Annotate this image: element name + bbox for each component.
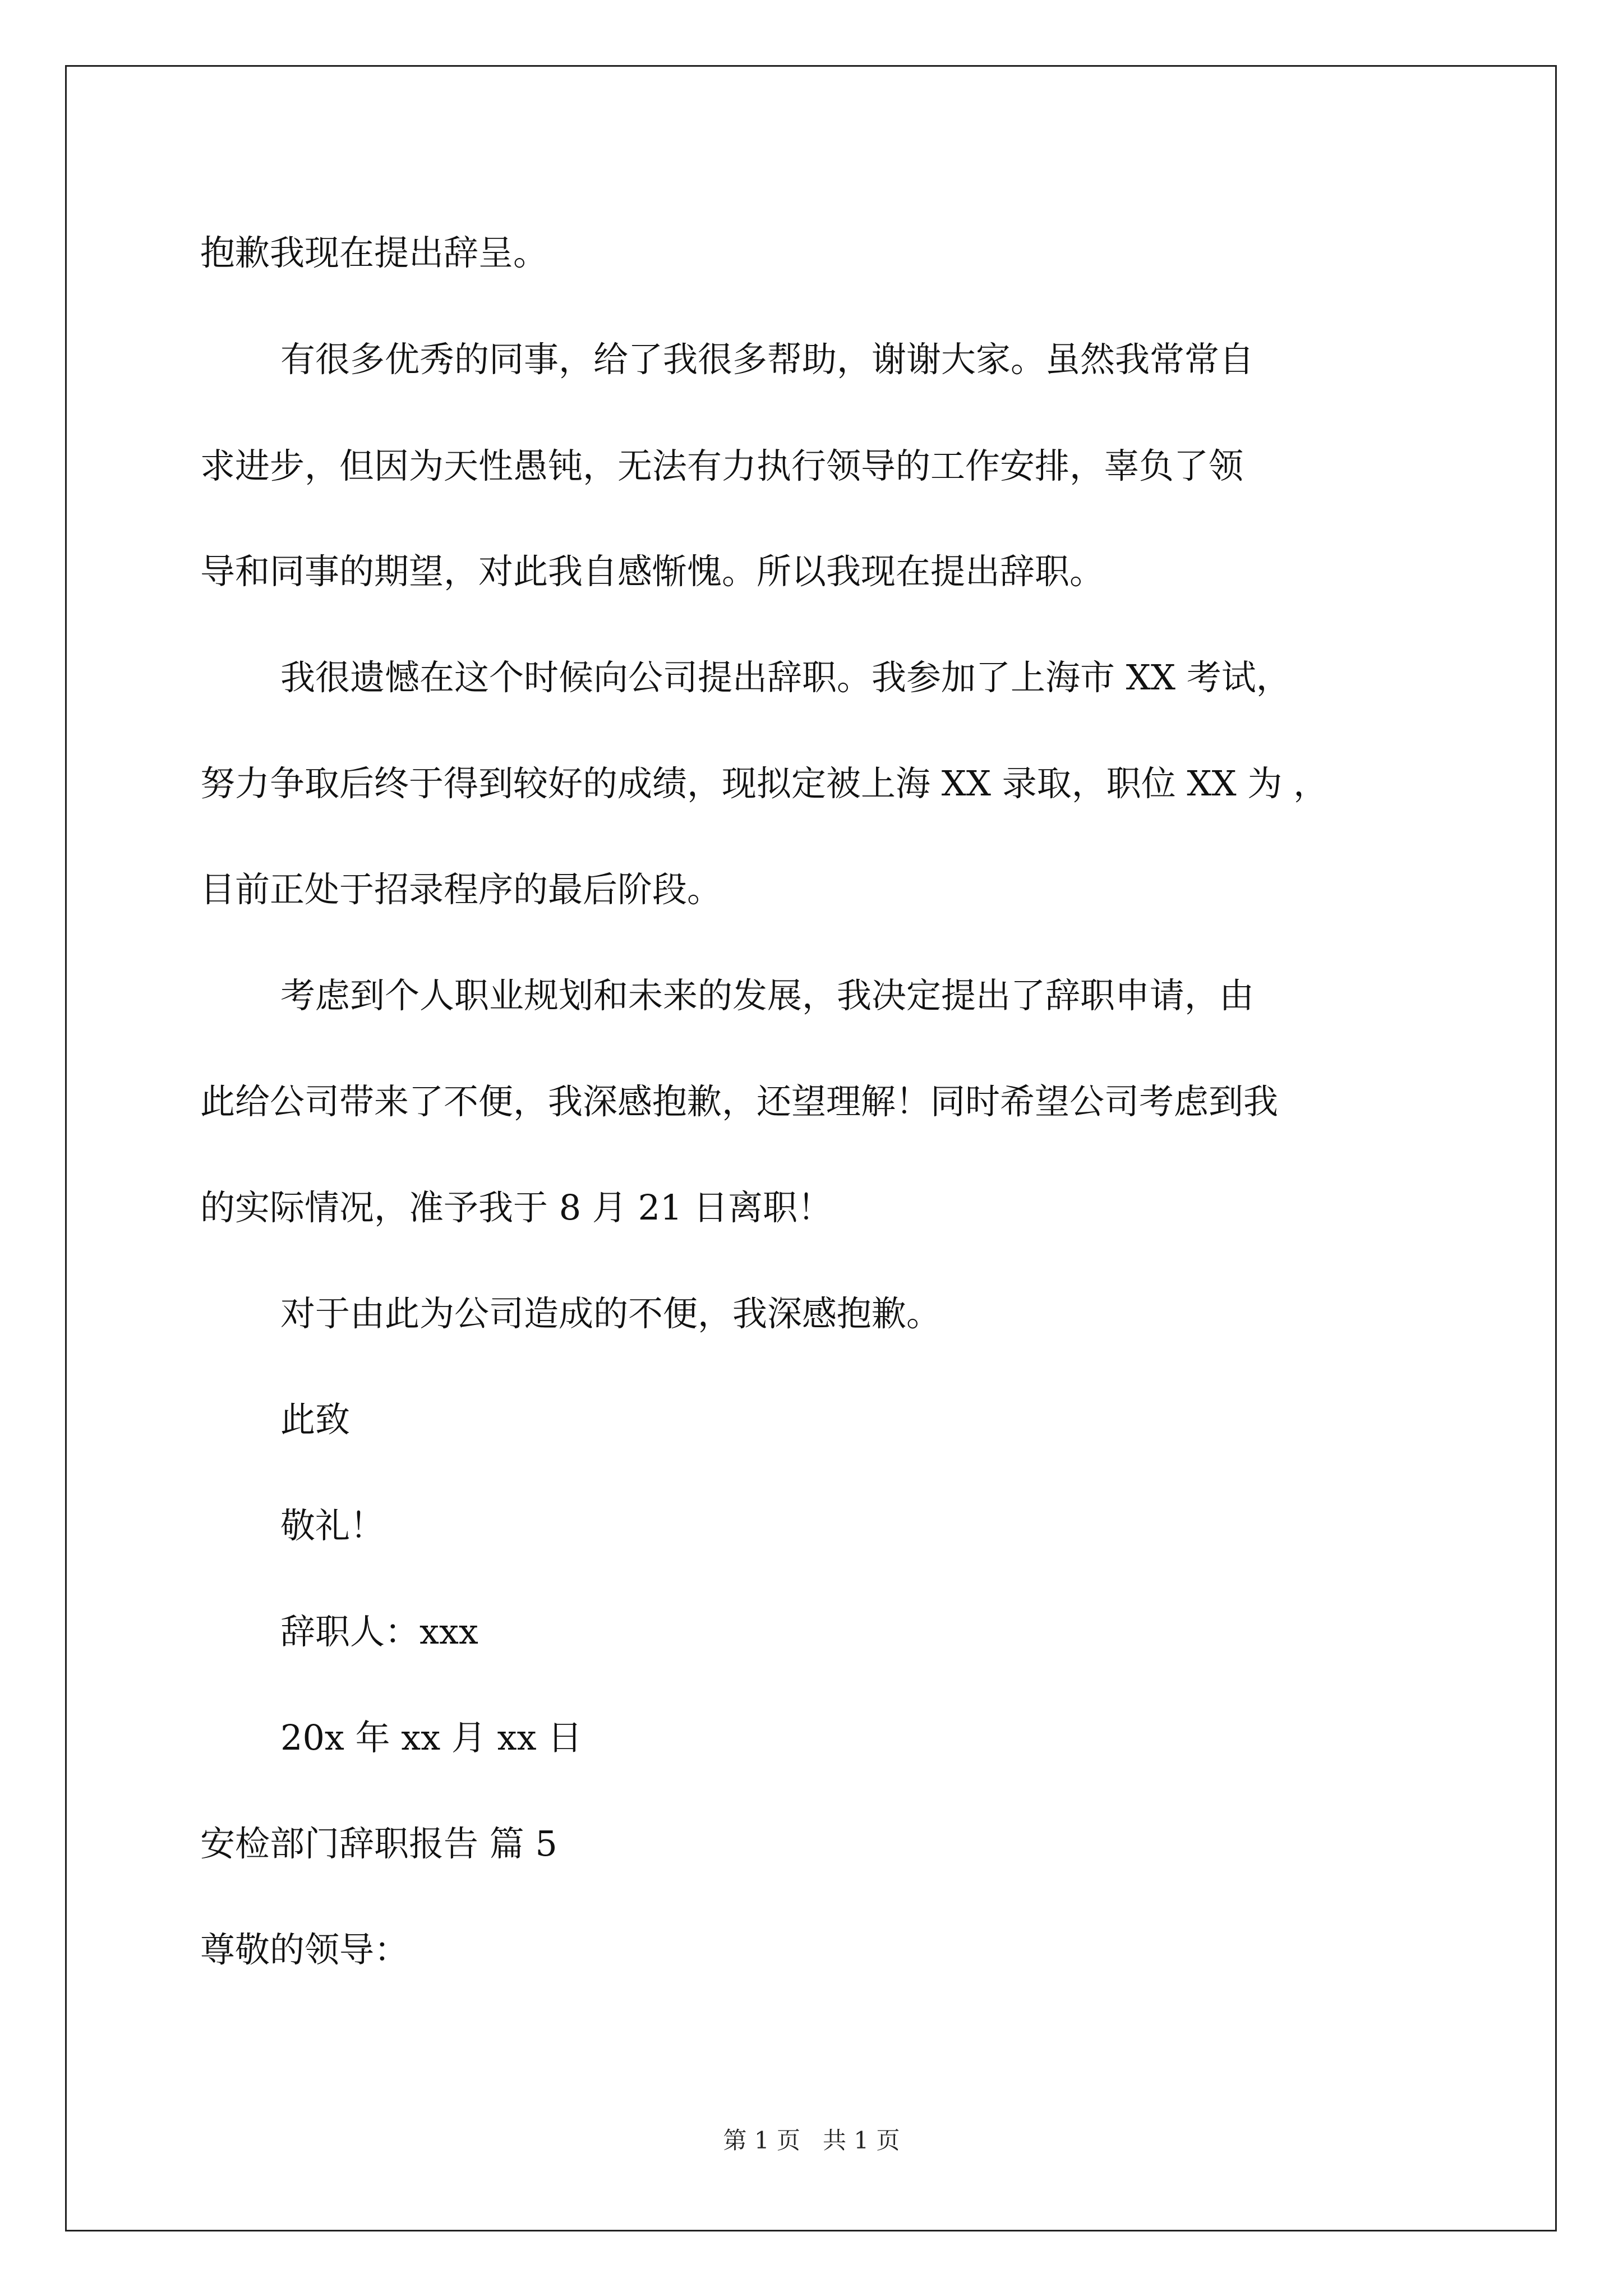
closing-regards: 敬礼！ bbox=[280, 1505, 385, 1546]
greeting-line: 尊敬的领导： bbox=[200, 1929, 409, 1970]
text-line: 我很遗憾在这个时候向公司提出辞职。我参加了上海市 XX 考试， bbox=[280, 657, 1291, 698]
text-line: 努力争取后终于得到较好的成绩，现拟定被上海 XX 录取，职位 XX 为 ， bbox=[200, 763, 1329, 804]
closing-salutation: 此致 bbox=[280, 1399, 351, 1440]
section-heading: 安检部门辞职报告 篇 5 bbox=[200, 1823, 557, 1864]
text-line: 目前正处于招录程序的最后阶段。 bbox=[200, 869, 722, 910]
text-line: 的实际情况，准予我于 8 月 21 日离职！ bbox=[200, 1187, 833, 1228]
text-line: 有很多优秀的同事，给了我很多帮助，谢谢大家。虽然我常常自 bbox=[280, 339, 1255, 380]
signature-line: 辞职人：xxx bbox=[280, 1611, 478, 1652]
text-line: 导和同事的期望，对此我自感惭愧。所以我现在提出辞职。 bbox=[200, 551, 1105, 592]
page-border bbox=[65, 65, 1557, 2231]
date-line: 20x 年 xx 月 xx 日 bbox=[280, 1717, 583, 1758]
page-number-footer: 第 1 页 共 1 页 bbox=[723, 2127, 900, 2154]
text-line: 求进步，但因为天性愚钝，无法有力执行领导的工作安排，辜负了领 bbox=[200, 445, 1244, 486]
text-line: 对于由此为公司造成的不便，我深感抱歉。 bbox=[280, 1293, 942, 1334]
text-line: 考虑到个人职业规划和未来的发展，我决定提出了辞职申请，由 bbox=[280, 975, 1255, 1016]
text-line: 此给公司带来了不便，我深感抱歉，还望理解！同时希望公司考虑到我 bbox=[200, 1081, 1279, 1122]
text-line: 抱歉我现在提出辞呈。 bbox=[200, 232, 548, 273]
